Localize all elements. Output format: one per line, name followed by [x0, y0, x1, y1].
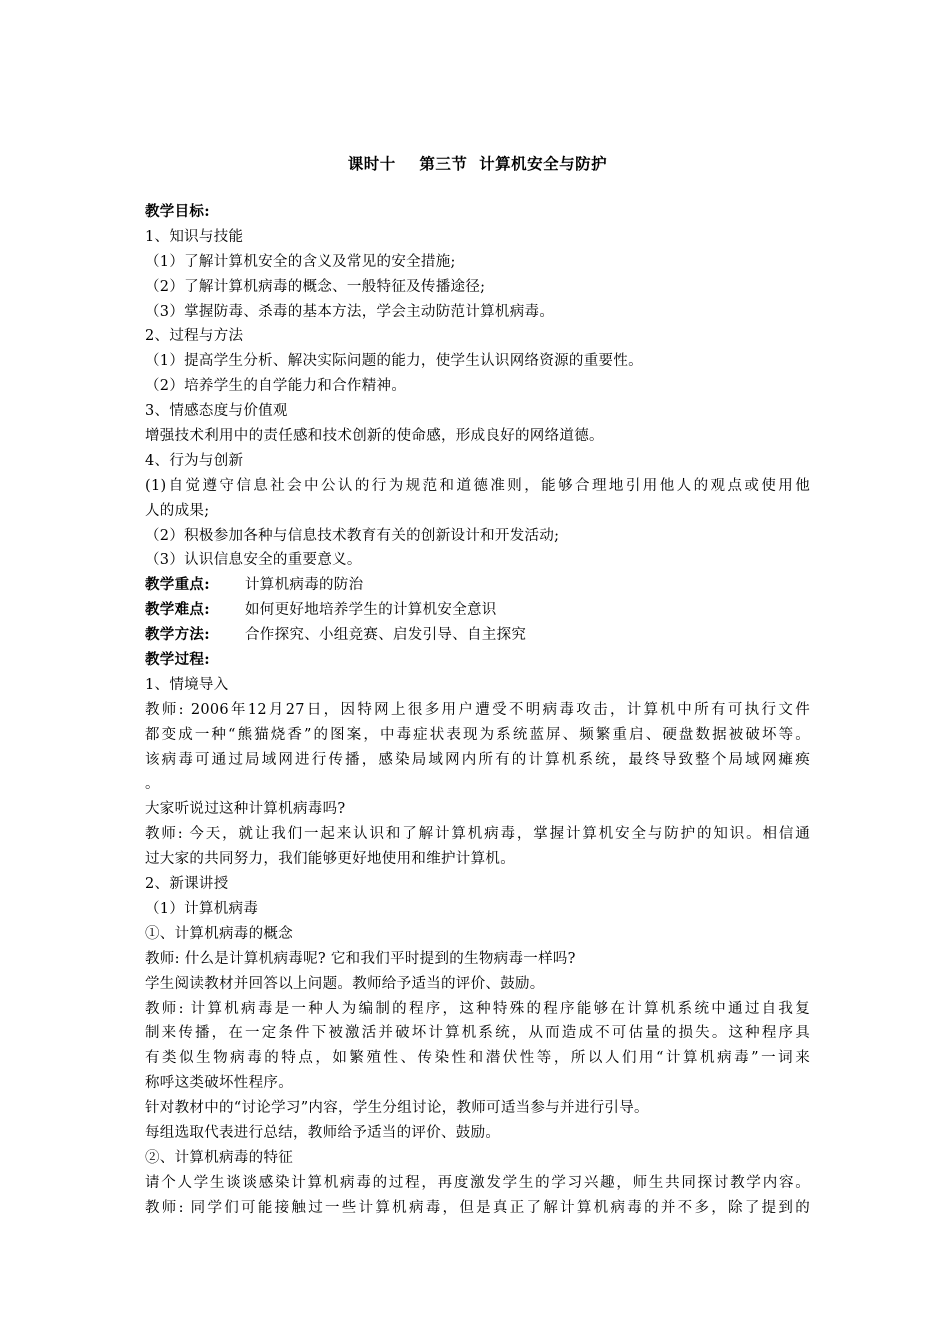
section-label: 教学方法: — [145, 626, 210, 644]
text-line: （2）培养学生的自学能力和合作精神。 — [145, 378, 407, 395]
text-line — [145, 598, 810, 623]
section-value: 合作探究、小组竞赛、启发引导、自主探究 — [245, 627, 527, 644]
text-line: 1、情境导入 — [145, 676, 229, 693]
text-line: 教学目标: — [145, 203, 210, 220]
text-line: 教师: 什么是计算机病毒呢? 它和我们平时提到的生物病毒一样吗? — [145, 950, 576, 967]
text-line: 请个人学生谈谈感染计算机病毒的过程，再度激发学生的学习兴趣，师生共同探讨教学内容。 — [145, 1174, 810, 1191]
text-line: 教学过程: — [145, 651, 210, 669]
document-body — [145, 200, 810, 1221]
text-line: （3）认识信息安全的重要意义。 — [145, 552, 362, 569]
section-value: 计算机病毒的防治 — [245, 577, 364, 594]
section-label: 教学难点: — [145, 601, 210, 619]
text-line: 针对教材中的“讨论学习”内容，学生分组讨论，教师可适当参与并进行引导。 — [145, 1100, 649, 1117]
text-line: 教师: 计算机病毒是一种人为编制的程序，这种特殊的程序能够在计算机系统中通过自我复 — [145, 1000, 810, 1017]
text-line: 教师: 同学们可能接触过一些计算机病毒，但是真正了解计算机病毒的并不多，除了提到的 — [145, 1199, 810, 1216]
text-line: 制来传播，在一定条件下被激活并破坏计算机系统，从而造成不可估量的损失。这种程序具 — [145, 1025, 810, 1042]
text-line: 1、知识与技能 — [145, 228, 244, 245]
text-line: (1)自觉遵守信息社会中公认的行为规范和道德准则，能够合理地引用他人的观点或使用他 — [145, 477, 810, 494]
text-line: 3、情感态度与价值观 — [145, 403, 288, 420]
text-line: （1）提高学生分析、解决实际问题的能力，使学生认识网络资源的重要性。 — [145, 353, 643, 370]
text-line: ①、计算机病毒的概念 — [145, 925, 293, 942]
text-line: （3）掌握防毒、杀毒的基本方法，学会主动防范计算机病毒。 — [145, 303, 555, 320]
text-line: ②、计算机病毒的特征 — [145, 1149, 293, 1166]
text-line: 学生阅读教材并回答以上问题。教师给予适当的评价、鼓励。 — [145, 975, 545, 992]
text-line: 都变成一种“熊猫烧香”的图案，中毒症状表现为系统蓝屏、频繁重启、硬盘数据被破坏等。 — [145, 726, 810, 743]
section-label: 教学重点: — [145, 576, 210, 594]
text-line: 称呼这类破坏性程序。 — [145, 1075, 293, 1092]
text-line: 教师: 2006年12月27日，因特网上很多用户遭受不明病毒攻击，计算机中所有可执行文件 — [145, 701, 810, 718]
section-value: 如何更好地培养学生的计算机安全意识 — [245, 602, 497, 619]
text-line: 增强技术利用中的责任感和技术创新的使命感，形成良好的网络道德。 — [145, 428, 604, 445]
text-line: 4、行为与创新 — [145, 452, 244, 469]
text-line: 。 — [145, 776, 160, 793]
text-line: 过大家的共同努力，我们能够更好地使用和维护计算机。 — [145, 851, 515, 868]
text-line: 该病毒可通过局域网进行传播，感染局域网内所有的计算机系统，最终导致整个局域网瘫痪 — [145, 751, 810, 768]
text-line: （1）计算机病毒 — [145, 900, 259, 917]
text-line: （2）积极参加各种与信息技术教育有关的创新设计和开发活动; — [145, 527, 560, 544]
text-line: 人的成果; — [145, 502, 210, 519]
page-title: 课时十 第三节 计算机安全与防护 — [347, 154, 608, 173]
text-line: 教师: 今天，就让我们一起来认识和了解计算机病毒，掌握计算机安全与防护的知识。相信通 — [145, 826, 810, 843]
text-line: 2、过程与方法 — [145, 328, 244, 345]
text-line: 大家听说过这种计算机病毒吗? — [145, 801, 346, 818]
text-line — [145, 623, 810, 648]
text-line: （1）了解计算机安全的含义及常见的安全措施; — [145, 253, 456, 270]
text-line: 有类似生物病毒的特点，如繁殖性、传染性和潜伏性等，所以人们用“计算机病毒”一词来 — [145, 1050, 810, 1067]
text-line — [145, 573, 810, 598]
text-line: 2、新课讲授 — [145, 876, 229, 893]
text-line: （2）了解计算机病毒的概念、一般特征及传播途径; — [145, 278, 486, 295]
text-line: 每组选取代表进行总结，教师给予适当的评价、鼓励。 — [145, 1124, 501, 1141]
